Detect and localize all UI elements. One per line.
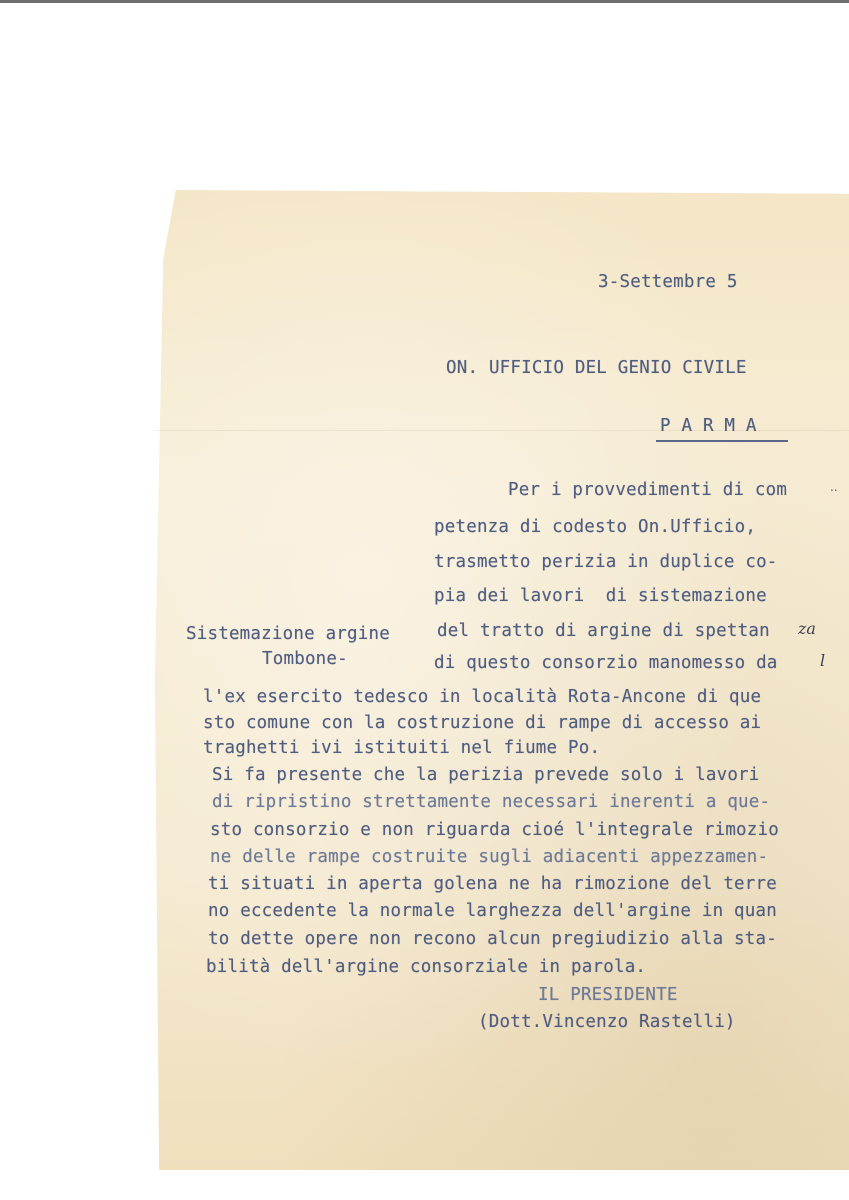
body-line-14: ti situati in aperta golena ne ha rimozione del terre xyxy=(208,874,778,894)
body-line-13: ne delle rampe costruite sugli adiacenti appezzamen- xyxy=(210,847,769,867)
body-line-1: Per i provvedimenti di com xyxy=(508,480,788,500)
body-line-10: Si fa presente che la perizia prevede solo i lavori xyxy=(212,765,760,785)
body-line-2: petenza di codesto On.Ufficio, xyxy=(434,517,757,537)
body-line-15: no eccedente la normale larghezza dell'argine in quan xyxy=(208,901,778,921)
body-line-7: l'ex esercito tedesco in località Rota-Ancone di que xyxy=(203,687,762,707)
signature-name: (Dott.Vincenzo Rastelli) xyxy=(478,1012,736,1032)
handwritten-correction: za xyxy=(798,619,816,638)
letter-date: 3-Settembre 5 xyxy=(598,272,738,292)
body-line-16: to dette opere non recono alcun pregiudizio alla sta- xyxy=(208,929,778,949)
margin-subject-line1: Sistemazione argine xyxy=(186,624,390,644)
recipient-office: ON. UFFICIO DEL GENIO CIVILE xyxy=(446,358,747,378)
body-line-17: bilità dell'argine consorziale in parola. xyxy=(206,957,647,977)
recipient-city: P A R M A xyxy=(660,416,757,436)
body-line-3: trasmetto perizia in duplice co- xyxy=(434,552,778,572)
body-line-6: di questo consorzio manomesso da xyxy=(434,653,778,673)
body-line-11: di ripristino strettamente necessari inerenti a que- xyxy=(212,792,771,812)
scanner-edge xyxy=(0,0,849,3)
body-line-8: sto comune con la costruzione di rampe di accesso ai xyxy=(203,713,762,733)
body-line-4: pia dei lavori di sistemazione xyxy=(434,586,767,606)
ink-speck: .. xyxy=(830,480,838,494)
city-underline xyxy=(656,440,788,442)
signature-title: IL PRESIDENTE xyxy=(538,985,678,1005)
margin-subject-line2: Tombone- xyxy=(262,649,348,669)
body-line-5: del tratto di argine di spettan xyxy=(437,621,770,641)
handwritten-l: l xyxy=(820,651,826,670)
body-line-12: sto consorzio e non riguarda cioé l'integrale rimozio xyxy=(210,820,780,840)
body-line-9: traghetti ivi istituiti nel fiume Po. xyxy=(203,738,601,758)
